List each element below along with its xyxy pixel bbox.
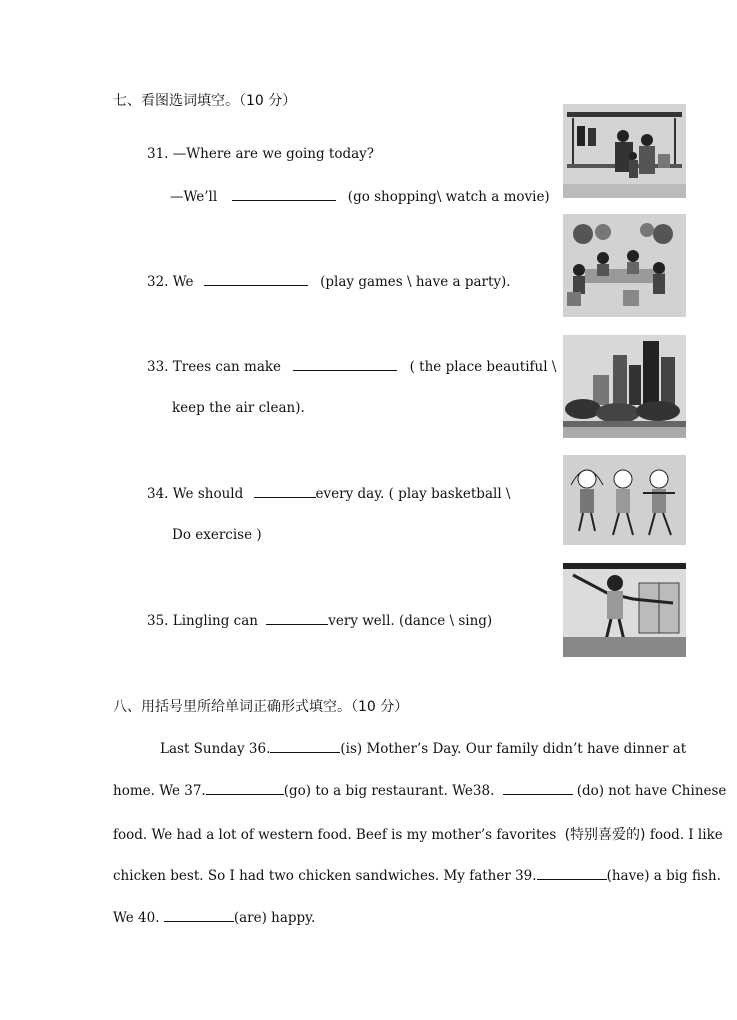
question-33-prefix: 33. Trees can make xyxy=(147,359,282,375)
shopping-family-icon xyxy=(563,104,686,198)
section-8-title: 八、用括号里所给单词正确形式填空。（10 分） xyxy=(113,699,409,715)
party-children-icon xyxy=(563,214,686,317)
city-trees-icon xyxy=(563,335,686,438)
question-34-options: every day. ( play basketball \ xyxy=(315,486,511,502)
question-31-prefix: —We’ll xyxy=(170,189,218,205)
paragraph-line-2 xyxy=(113,782,726,799)
paragraph-line-4 xyxy=(113,867,721,884)
line-2-text-a: home. We 37. xyxy=(113,783,206,799)
question-32-prefix: 32. We xyxy=(147,274,194,290)
paragraph-line-5 xyxy=(113,909,315,926)
question-34-prefix: 34. We should xyxy=(147,486,244,502)
answer-blank-40[interactable] xyxy=(164,909,234,922)
answer-blank-31[interactable] xyxy=(232,188,336,201)
chinese-gloss: (特别喜爱的) xyxy=(564,827,646,843)
line-1-text-a: Last Sunday 36. xyxy=(160,741,271,757)
question-31-line-2 xyxy=(170,188,550,205)
answer-blank-32[interactable] xyxy=(204,273,308,286)
question-31-line-1: 31. —Where are we going today? xyxy=(147,146,374,162)
question-34-line-1 xyxy=(147,485,510,502)
question-35 xyxy=(147,612,492,629)
section-7-title: 七、看图选词填空。（10 分） xyxy=(113,93,297,109)
question-35-options: very well. (dance \ sing) xyxy=(328,613,493,629)
question-33-line-2: keep the air clean). xyxy=(172,400,305,416)
answer-blank-39[interactable] xyxy=(537,867,607,880)
exercising-children-icon xyxy=(563,455,686,545)
line-2-text-c: (do) not have Chinese xyxy=(576,783,727,799)
answer-blank-35[interactable] xyxy=(266,612,328,625)
line-4-text-a: chicken best. So I had two chicken sandwiches. My father 39. xyxy=(113,868,537,884)
answer-blank-37[interactable] xyxy=(206,782,284,795)
answer-blank-38[interactable] xyxy=(503,782,573,795)
line-5-text-a: We 40. xyxy=(113,910,160,926)
question-33-line-1 xyxy=(147,358,556,375)
answer-blank-36[interactable] xyxy=(270,740,340,753)
line-1-text-b: (is) Mother’s Day. Our family didn’t have dinner at xyxy=(340,741,687,757)
question-33-options: ( the place beautiful \ xyxy=(409,359,557,375)
dancing-girl-icon xyxy=(563,563,686,657)
line-2-text-b: (go) to a big restaurant. We38. xyxy=(283,783,495,799)
question-32 xyxy=(147,273,511,290)
line-3-text-a: food. We had a lot of western food. Beef is my mother’s favorites xyxy=(113,827,557,843)
question-32-options: (play games \ have a party). xyxy=(320,274,511,290)
question-35-prefix: 35. Lingling can xyxy=(147,613,258,629)
question-34-line-2: Do exercise ) xyxy=(172,527,262,543)
answer-blank-33[interactable] xyxy=(293,358,397,371)
line-3-text-c: food. I like xyxy=(649,827,723,843)
paragraph-line-3 xyxy=(113,824,723,844)
paragraph-line-1 xyxy=(160,740,686,757)
line-4-text-b: (have) a big fish. xyxy=(606,868,721,884)
answer-blank-34[interactable] xyxy=(254,485,316,498)
question-31-options: (go shopping\ watch a movie) xyxy=(347,189,550,205)
line-5-text-b: (are) happy. xyxy=(233,910,316,926)
